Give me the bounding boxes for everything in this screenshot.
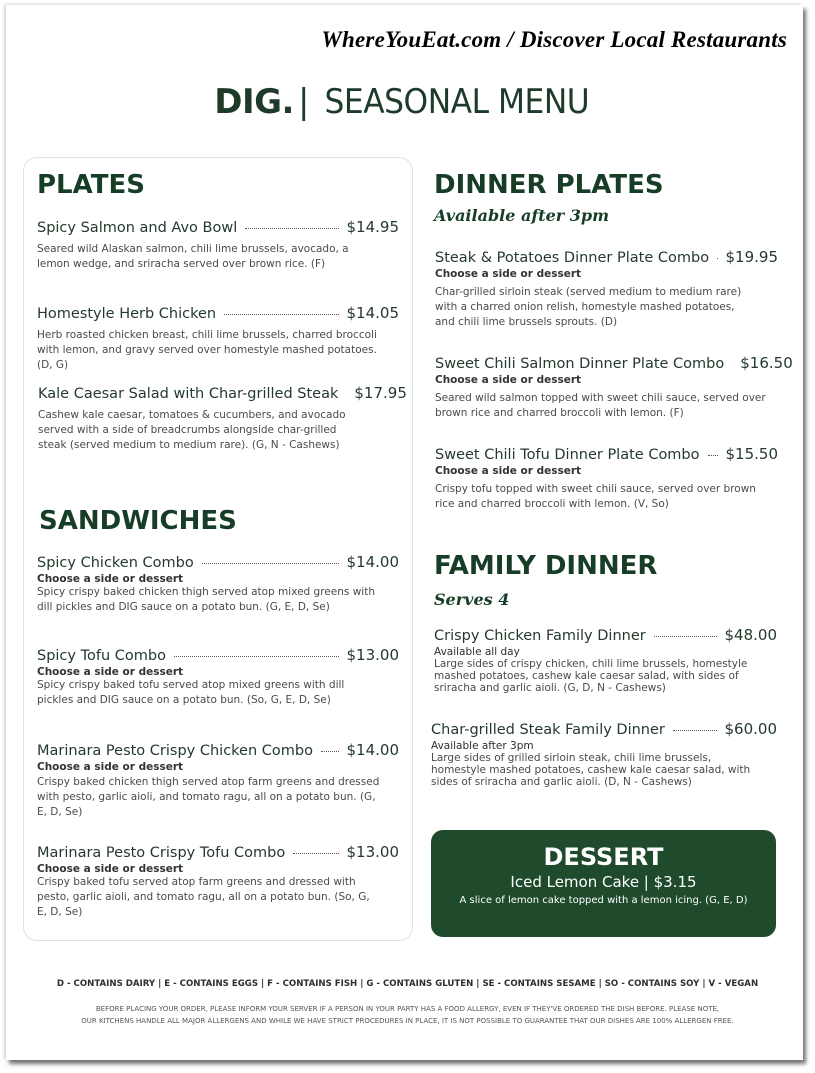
item-price: $17.95 bbox=[354, 384, 407, 402]
item-price: $13.00 bbox=[346, 843, 399, 861]
dessert-heading: DESSERT bbox=[543, 843, 664, 871]
disclaimer-line: BEFORE PLACING YOUR ORDER, PLEASE INFORM YOUR SERVER IF A PERSON IN YOUR PARTY HAS A FOOD ALLERGY, EVEN IF THEY'VE ORDERED THE DISH BEFORE. PLEASE NOTE, bbox=[95, 1005, 720, 1013]
leader-dots bbox=[673, 730, 717, 731]
item-description: Large sides of crispy chicken, chili lime brussels, homestyle mashed potatoes, cashew kale caesar salad, with sides of sriracha and garlic aioli. (G, D, N - Cashews) bbox=[434, 658, 748, 694]
leader-dots bbox=[708, 455, 718, 456]
item-price: $14.00 bbox=[346, 553, 399, 571]
menu-title: SEASONAL MENU bbox=[324, 82, 590, 122]
item-name: Crispy Chicken Family Dinner bbox=[434, 628, 646, 644]
item-price: $15.50 bbox=[725, 445, 778, 463]
section-subheading-dinner-plates: Available after 3pm bbox=[434, 206, 610, 225]
menu-item bbox=[37, 218, 399, 272]
leader-dots bbox=[321, 751, 339, 752]
menu-item bbox=[435, 354, 793, 421]
item-price: $14.95 bbox=[346, 218, 399, 236]
item-name: Marinara Pesto Crispy Tofu Combo bbox=[37, 845, 286, 861]
item-name: Sweet Chili Salmon Dinner Plate Combo bbox=[435, 356, 725, 372]
leader-dots bbox=[293, 853, 338, 854]
dessert-box bbox=[431, 830, 776, 937]
leader-dots bbox=[654, 636, 717, 637]
plates-sandwiches-card bbox=[23, 157, 413, 941]
item-name: Char-grilled Steak Family Dinner bbox=[431, 722, 665, 738]
item-name: Sweet Chili Tofu Dinner Plate Combo bbox=[435, 447, 700, 463]
item-name: Steak & Potatoes Dinner Plate Combo bbox=[435, 250, 710, 266]
menu-item bbox=[435, 445, 778, 512]
item-price: $19.95 bbox=[725, 248, 778, 266]
item-note: Choose a side or dessert bbox=[435, 268, 582, 280]
page-title bbox=[0, 82, 815, 122]
item-note: Available all day bbox=[434, 646, 520, 658]
brand-name: DIG. bbox=[214, 82, 294, 122]
item-description: Seared wild salmon topped with sweet chili sauce, served over brown rice and charred broccoli with lemon. (F) bbox=[435, 392, 766, 419]
section-heading-family-dinner: FAMILY DINNER bbox=[434, 551, 658, 581]
allergen-disclaimer bbox=[0, 1003, 815, 1027]
section-heading-sandwiches: SANDWICHES bbox=[39, 506, 237, 536]
item-name: Spicy Tofu Combo bbox=[37, 648, 166, 664]
section-heading-plates: PLATES bbox=[37, 170, 145, 200]
menu-item bbox=[37, 304, 399, 373]
item-price: $13.00 bbox=[346, 646, 399, 664]
item-note: Available after 3pm bbox=[431, 740, 534, 752]
dessert-item: Iced Lemon Cake | $3.15 bbox=[510, 873, 697, 891]
item-note: Choose a side or dessert bbox=[435, 374, 582, 386]
item-description: Spicy crispy baked chicken thigh served atop mixed greens with dill pickles and DIG sauce on a potato bun. (G, E, D, Se) bbox=[37, 586, 375, 613]
item-name: Homestyle Herb Chicken bbox=[37, 306, 217, 322]
allergen-legend: D - CONTAINS DAIRY | E - CONTAINS EGGS | F - CONTAINS FISH | G - CONTAINS GLUTEN | SE - CONTAINS SESAME | SO - CONTAINS SOY | V - VEGAN bbox=[56, 979, 759, 989]
menu-item bbox=[431, 720, 777, 788]
menu-item bbox=[435, 248, 778, 330]
item-price: $16.50 bbox=[740, 354, 793, 372]
item-name: Kale Caesar Salad with Char-grilled Steak bbox=[38, 386, 339, 402]
menu-item bbox=[434, 626, 777, 694]
item-price: $60.00 bbox=[724, 720, 777, 738]
disclaimer-line: OUR KITCHENS HANDLE ALL MAJOR ALLERGENS AND WHILE WE HAVE STRICT PROCEDURES IN PLACE, IT IS NOT POSSIBLE TO GUARANTEE THAT OUR DISHES ARE 100% ALLERGEN FREE. bbox=[81, 1017, 734, 1025]
item-description: Cashew kale caesar, tomatoes & cucumbers, and avocado served with a side of breadcrumbs alongside char-grilled steak (served medium to medium rare). (G, N - Cashews) bbox=[38, 409, 346, 451]
leader-dots bbox=[174, 656, 339, 657]
item-description: Seared wild Alaskan salmon, chili lime brussels, avocado, a lemon wedge, and sriracha served over brown rice. (F) bbox=[37, 243, 349, 270]
item-description: Large sides of grilled sirloin steak, chili lime brussels, homestyle mashed potatoes, cashew kale caesar salad, with sides of sriracha and garlic aioli. (D, N - Cashews) bbox=[431, 752, 751, 788]
menu-item bbox=[37, 741, 399, 820]
item-price: $48.00 bbox=[724, 626, 777, 644]
dessert-description: A slice of lemon cake topped with a lemon icing. (G, E, D) bbox=[459, 895, 748, 906]
menu-item bbox=[37, 843, 399, 920]
section-subheading-family-dinner: Serves 4 bbox=[434, 590, 510, 609]
leader-dots bbox=[224, 314, 338, 315]
menu-item bbox=[37, 646, 399, 708]
item-price: $14.05 bbox=[346, 304, 399, 322]
item-description: Char-grilled sirloin steak (served medium to medium rare) with a charred onion relish, homestyle mashed potatoes, and chili lime brussels sprouts. (D) bbox=[435, 286, 742, 328]
item-description: Crispy baked tofu served atop farm greens and dressed with pesto, garlic aioli, and tomato ragu, all on a potato bun. (So, G, E, D, Se) bbox=[37, 876, 370, 918]
item-name: Spicy Salmon and Avo Bowl bbox=[37, 220, 238, 236]
item-note: Choose a side or dessert bbox=[37, 573, 184, 585]
item-description: Spicy crispy baked tofu served atop mixed greens with dill pickles and DIG sauce on a potato bun. (So, G, E, D, Se) bbox=[37, 679, 345, 706]
menu-item bbox=[37, 553, 399, 615]
item-name: Spicy Chicken Combo bbox=[37, 555, 194, 571]
item-description: Crispy baked chicken thigh served atop farm greens and dressed with pesto, garlic aioli, and tomato ragu, all on a potato bun. (G, E, D, Se) bbox=[37, 776, 380, 818]
item-name: Marinara Pesto Crispy Chicken Combo bbox=[37, 743, 313, 759]
leader-dots bbox=[245, 228, 338, 229]
item-description: Herb roasted chicken breast, chili lime brussels, charred broccoli with lemon, and gravy served over homestyle mashed potatoes. (D, G) bbox=[37, 329, 377, 371]
item-note: Choose a side or dessert bbox=[37, 863, 184, 875]
item-note: Choose a side or dessert bbox=[37, 761, 184, 773]
item-note: Choose a side or dessert bbox=[37, 666, 184, 678]
title-separator: | bbox=[297, 82, 309, 122]
menu-item bbox=[38, 384, 407, 453]
item-note: Choose a side or dessert bbox=[435, 465, 582, 477]
item-price: $14.00 bbox=[346, 741, 399, 759]
item-description: Crispy tofu topped with sweet chili sauce, served over brown rice and charred broccoli with lemon. (V, So) bbox=[435, 483, 756, 510]
leader-dots bbox=[202, 563, 339, 564]
section-heading-dinner-plates: DINNER PLATES bbox=[434, 170, 664, 200]
watermark: WhereYouEat.com / Discover Local Restaurants bbox=[321, 27, 787, 52]
